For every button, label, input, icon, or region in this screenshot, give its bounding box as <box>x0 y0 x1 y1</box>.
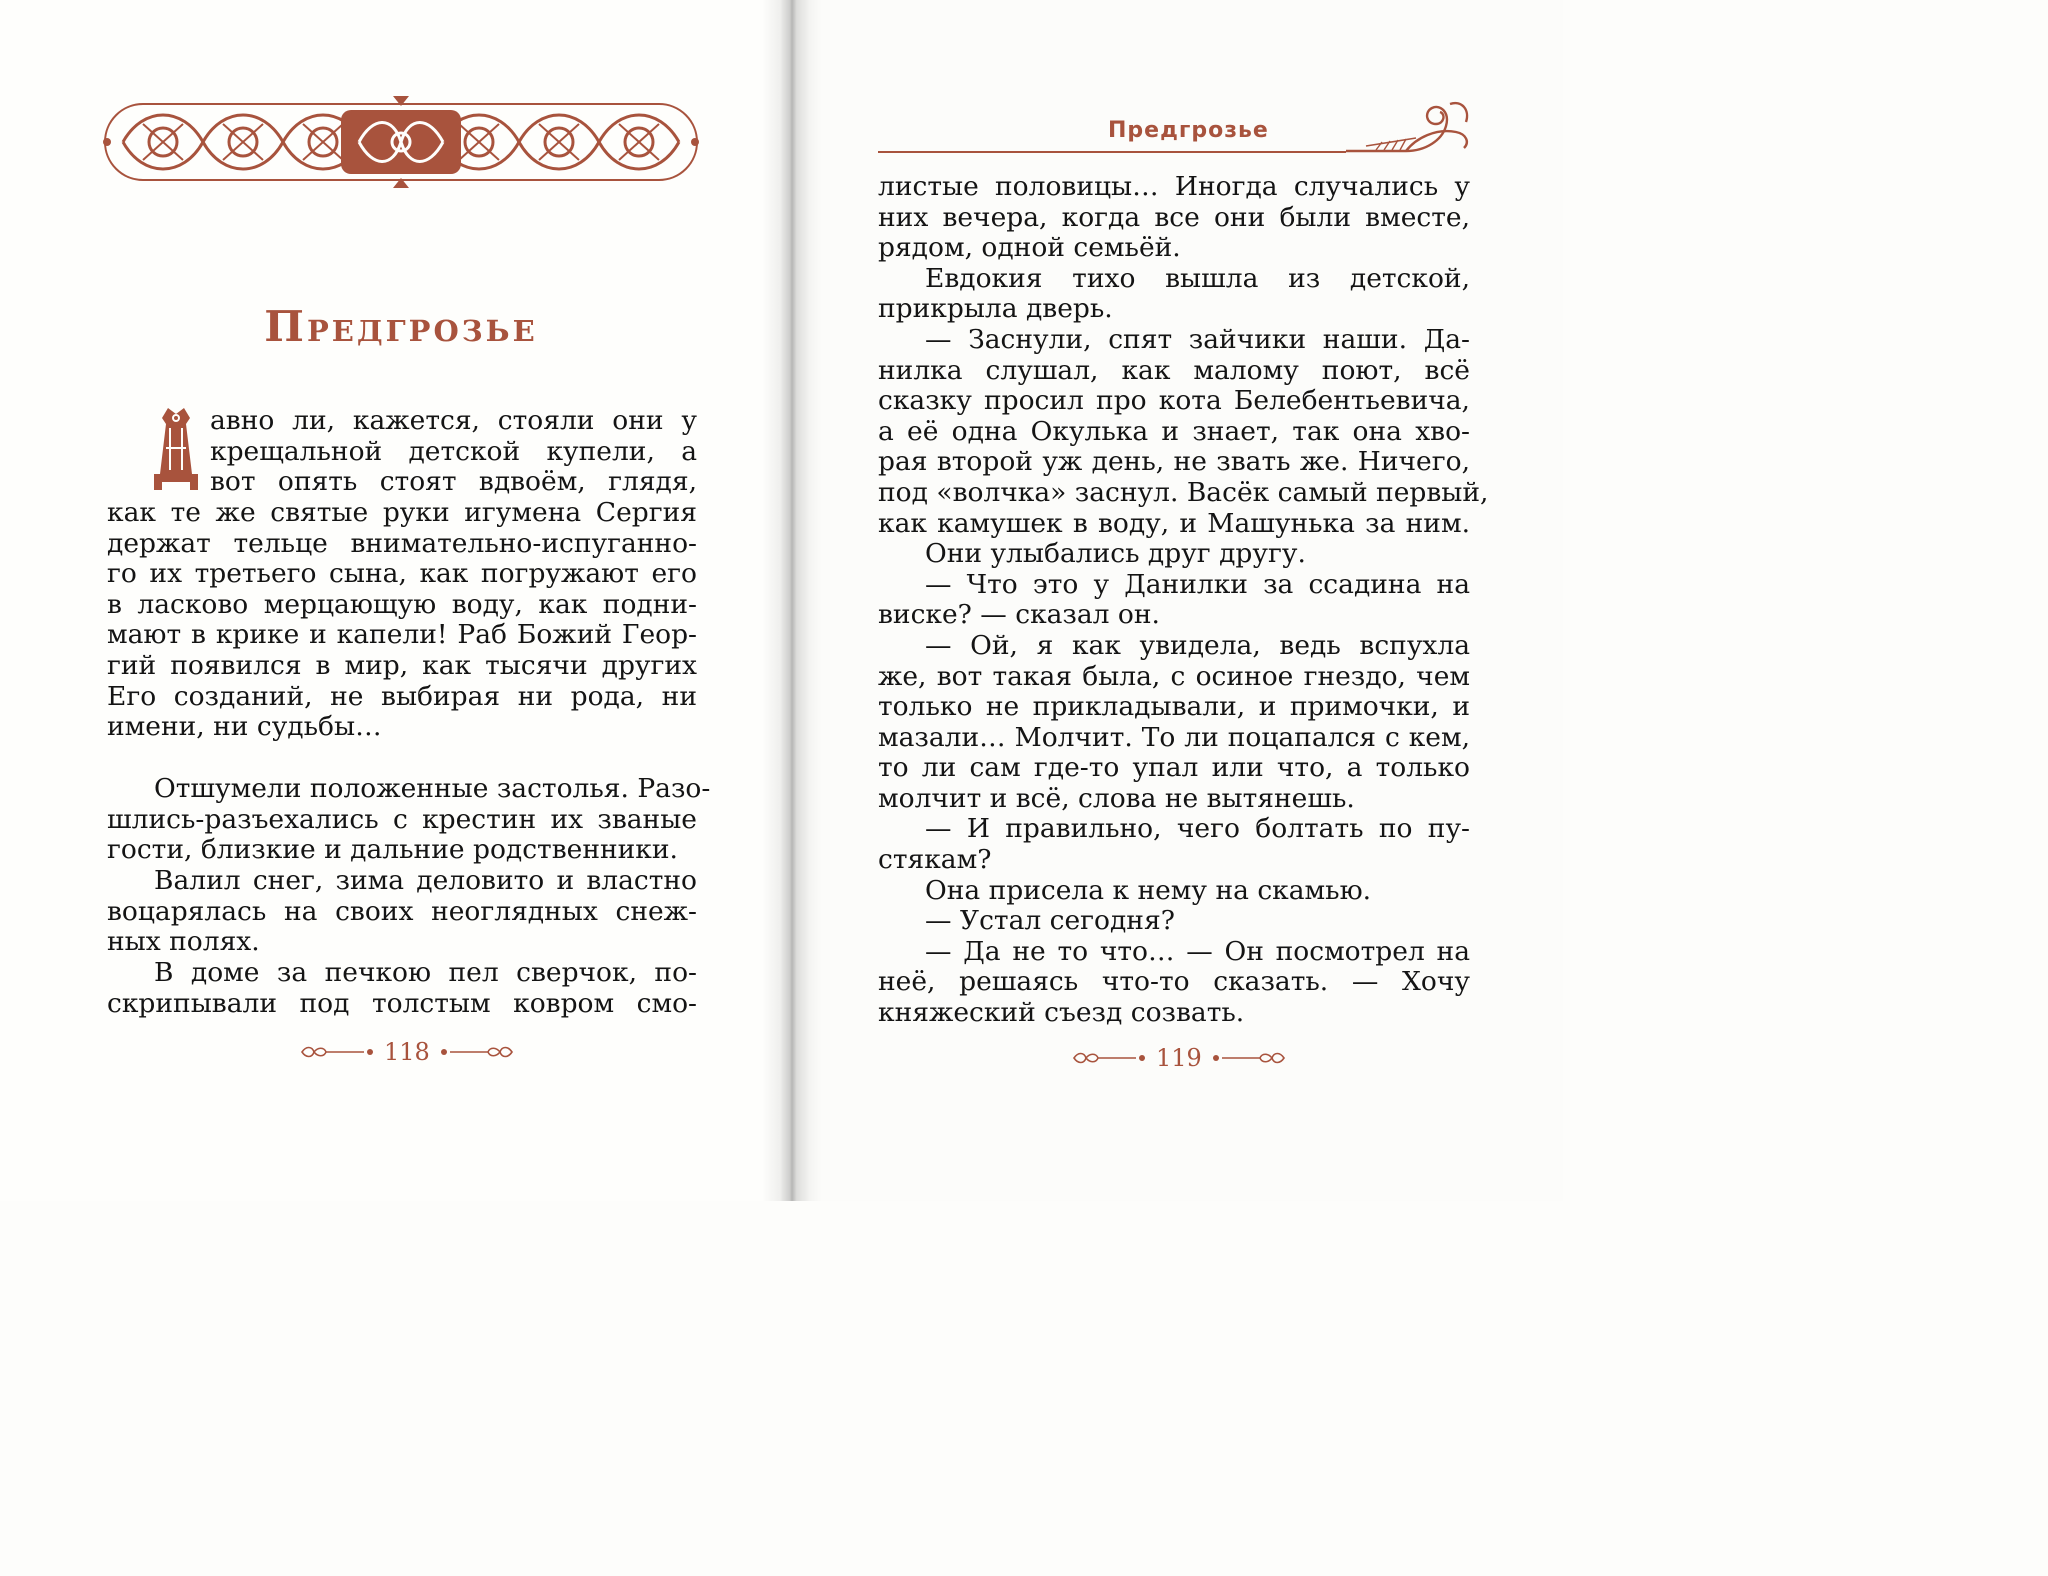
text-line: Его созданий, не выбирая ни рода, ни <box>107 680 697 712</box>
text-line: а её одна Окулька и знает, так она хво- <box>878 415 1470 447</box>
text-line: — И правильно, чего болтать по пу- <box>925 813 1470 845</box>
paragraph-2 <box>107 773 711 866</box>
text-line: имени, ни судьбы… <box>107 711 382 743</box>
text-line: как камушек в воду, и Машунька за ним. <box>878 507 1470 539</box>
folio-flourish-left-icon <box>300 1044 376 1060</box>
text-line: рая второй уж день, не звать же. Ничего, <box>878 446 1470 478</box>
text-line: авно ли, кажется, стояли они у <box>210 405 697 436</box>
text-line: Они улыбались друг другу. <box>925 538 1306 570</box>
text-line: ных полях. <box>107 926 260 958</box>
page-number-text: 118 <box>384 1038 430 1066</box>
paragraph-3 <box>107 866 697 958</box>
text-line: Отшумели положенные застолья. Разо- <box>154 773 711 804</box>
text-line: — Ой, я как увидела, ведь вспухла <box>925 629 1470 661</box>
book-gutter-shadow <box>762 0 822 1201</box>
text-line: держат тельце внимательно-испуганно- <box>107 527 697 559</box>
text-line: только не прикладывали, и примочки, и <box>878 691 1470 723</box>
text-line: В доме за печкою пел сверчок, по- <box>154 957 697 988</box>
celtic-knot-ornament <box>103 96 699 188</box>
text-line: сказку просил про кота Белебентьевича, <box>878 385 1470 417</box>
folio-flourish-right-icon <box>438 1044 514 1060</box>
text-line: прикрыла дверь. <box>878 293 1113 325</box>
paragraph-4 <box>107 958 697 1019</box>
text-line: же, вот такая была, с осиное гнездо, чем <box>878 660 1470 692</box>
text-line: них вечера, когда все они были вместе, <box>878 201 1470 233</box>
page-number-118 <box>300 1038 514 1066</box>
text-line: — Устал сегодня? <box>925 905 1175 937</box>
text-line: Она присела к нему на скамью. <box>925 874 1372 906</box>
text-line: листые половицы… Иногда случались у <box>878 171 1470 202</box>
text-line: виске? — сказал он. <box>878 599 1160 631</box>
text-line: шлись-разъехались с крестин их званые <box>107 803 697 835</box>
text-line: неё, решаясь что-то сказать. — Хочу <box>878 966 1470 998</box>
text-line: гости, близкие и дальние родственники. <box>107 834 678 866</box>
text-line: воцарялась на своих неоглядных снеж- <box>107 895 697 927</box>
text-line: мазали… Молчит. То ли поцапался с кем, <box>878 721 1470 753</box>
text-line: вот опять стоят вдвоём, глядя, <box>210 466 697 498</box>
text-line: — Заснули, спят зайчики наши. Да- <box>925 323 1470 355</box>
text-line: рядом, одной семьёй. <box>878 232 1181 264</box>
folio-flourish-right-icon <box>1210 1050 1286 1066</box>
text-line: — Да не то что… — Он посмотрел на <box>925 935 1470 967</box>
text-line: в ласково мерцающую воду, как подни- <box>107 588 697 620</box>
text-line: го их третьего сына, как погружают его <box>107 558 697 590</box>
page-number-text: 119 <box>1156 1044 1202 1072</box>
text-line: Валил снег, зима деловито и властно <box>154 865 697 896</box>
text-line: крещальной детской купели, а <box>210 435 697 467</box>
swirl-ornament-icon <box>1346 98 1472 158</box>
text-line: — Что это у Данилки за ссадина на <box>925 568 1470 600</box>
chapter-title: Предгрозье <box>264 302 538 351</box>
left-page <box>0 0 782 1201</box>
right-page-text <box>878 171 1489 1029</box>
text-line: молчит и всё, слова не вытянешь. <box>878 782 1355 814</box>
running-head-rule <box>878 151 1346 153</box>
folio-flourish-left-icon <box>1072 1050 1148 1066</box>
text-line: гий появился в мир, как тысячи других <box>107 649 697 681</box>
running-head: Предгрозье <box>1108 118 1269 143</box>
text-line: Евдокия тихо вышла из детской, <box>925 262 1470 294</box>
text-line: под «волчка» заснул. Васёк самый первый, <box>878 476 1489 508</box>
paragraph-1-body <box>107 498 697 743</box>
text-line: скрипывали под толстым ковром смо- <box>107 987 697 1019</box>
paragraph-1-head <box>210 406 697 498</box>
text-line: мают в крике и капели! Раб Божий Геор- <box>107 619 697 651</box>
text-line: стякам? <box>878 844 992 876</box>
page-number-119 <box>1072 1044 1286 1072</box>
drop-cap-ornament <box>146 404 208 498</box>
text-line: как те же святые руки игумена Сергия <box>107 497 697 528</box>
text-line: княжеский съезд созвать. <box>878 997 1245 1029</box>
text-line: то ли сам где-то упал или что, а только <box>878 752 1470 784</box>
text-line: нилка слушал, как малому поют, всё <box>878 354 1470 386</box>
